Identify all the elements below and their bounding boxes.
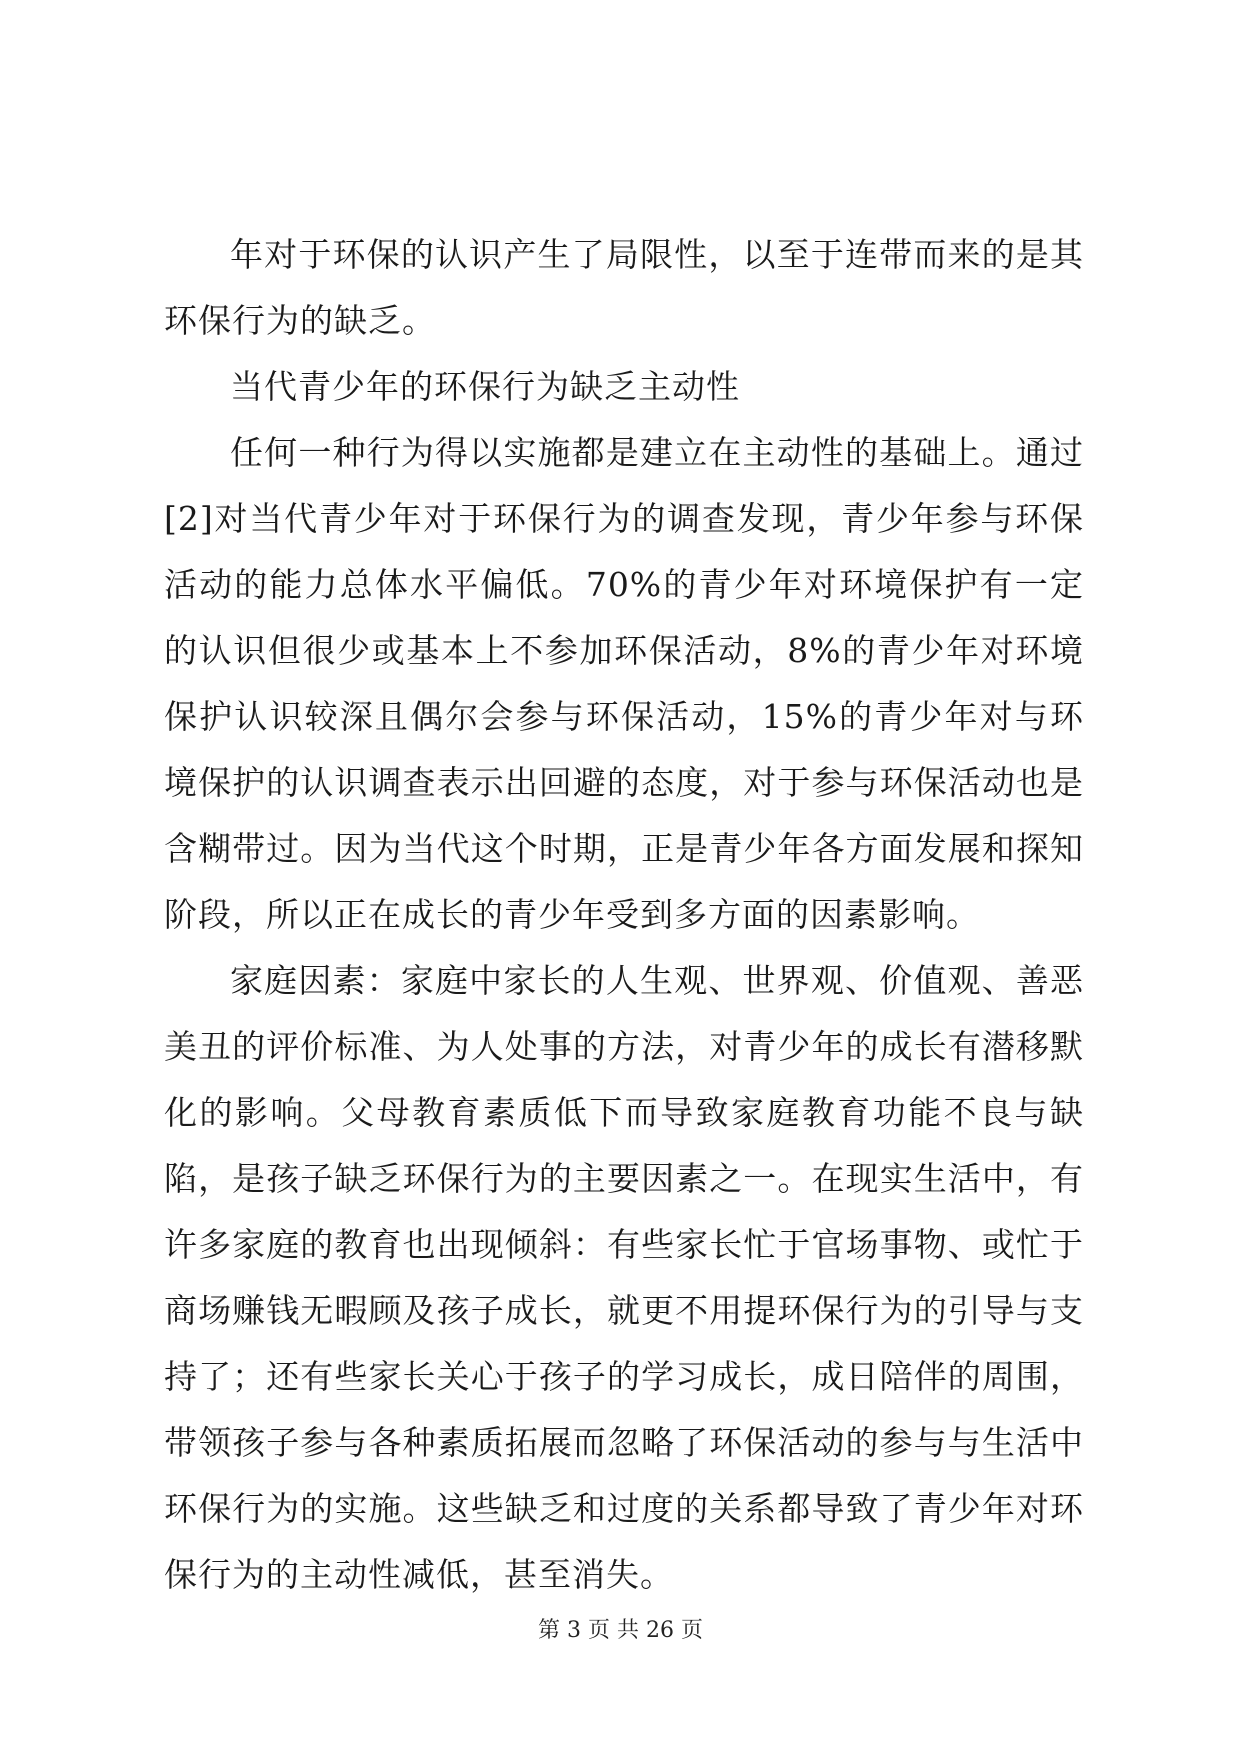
section-heading: 当代青少年的环保行为缺乏主动性 (230, 367, 740, 406)
paragraph-family-factors: 家庭因素：家庭中家长的人生观、世界观、价值观、善恶美丑的评价标准、为人处事的方法，对青少年的成长有潜移默化的影响。父母教育素质低下而导致家庭教育功能不良与缺陷，是孩子缺乏环保行为的主要因素之一。在现实生活中，有许多家庭的教育也出现倾斜：有些家长忙于官场事物、或忙于商场赚钱无暇顾及孩子成长，就更不用提环保行为的引导与支持了；还有些家长关心于孩子的学习成长，成日陪伴的周围，带领孩子参与各种素质拓展而忽略了环保活动的参与与生活中环保行为的实施。这些缺乏和过度的关系都导致了青少年对环保行为的主动性减低，甚至消失。 (164, 961, 1084, 1594)
paragraph-survey: 任何一种行为得以实施都是建立在主动性的基础上。通过[2]对当代青少年对于环保行为的调查发现，青少年参与环保活动的能力总体水平偏低。70%的青少年对环境保护有一定的认识但很少或基本上不参加环保活动，8%的青少年对环境保护认识较深且偶尔会参与环保活动，15%的青少年对与环境保护的认识调查表示出回避的态度，对于参与环保活动也是含糊带过。因为当代这个时期，正是青少年各方面发展和探知阶段，所以正在成长的青少年受到多方面的因素影响。 (164, 433, 1084, 934)
paragraph-continuation: 年对于环保的认识产生了局限性，以至于连带而来的是其环保行为的缺乏。 (164, 235, 1084, 340)
page-number-footer: 第 3 页 共 26 页 (538, 1618, 703, 1643)
